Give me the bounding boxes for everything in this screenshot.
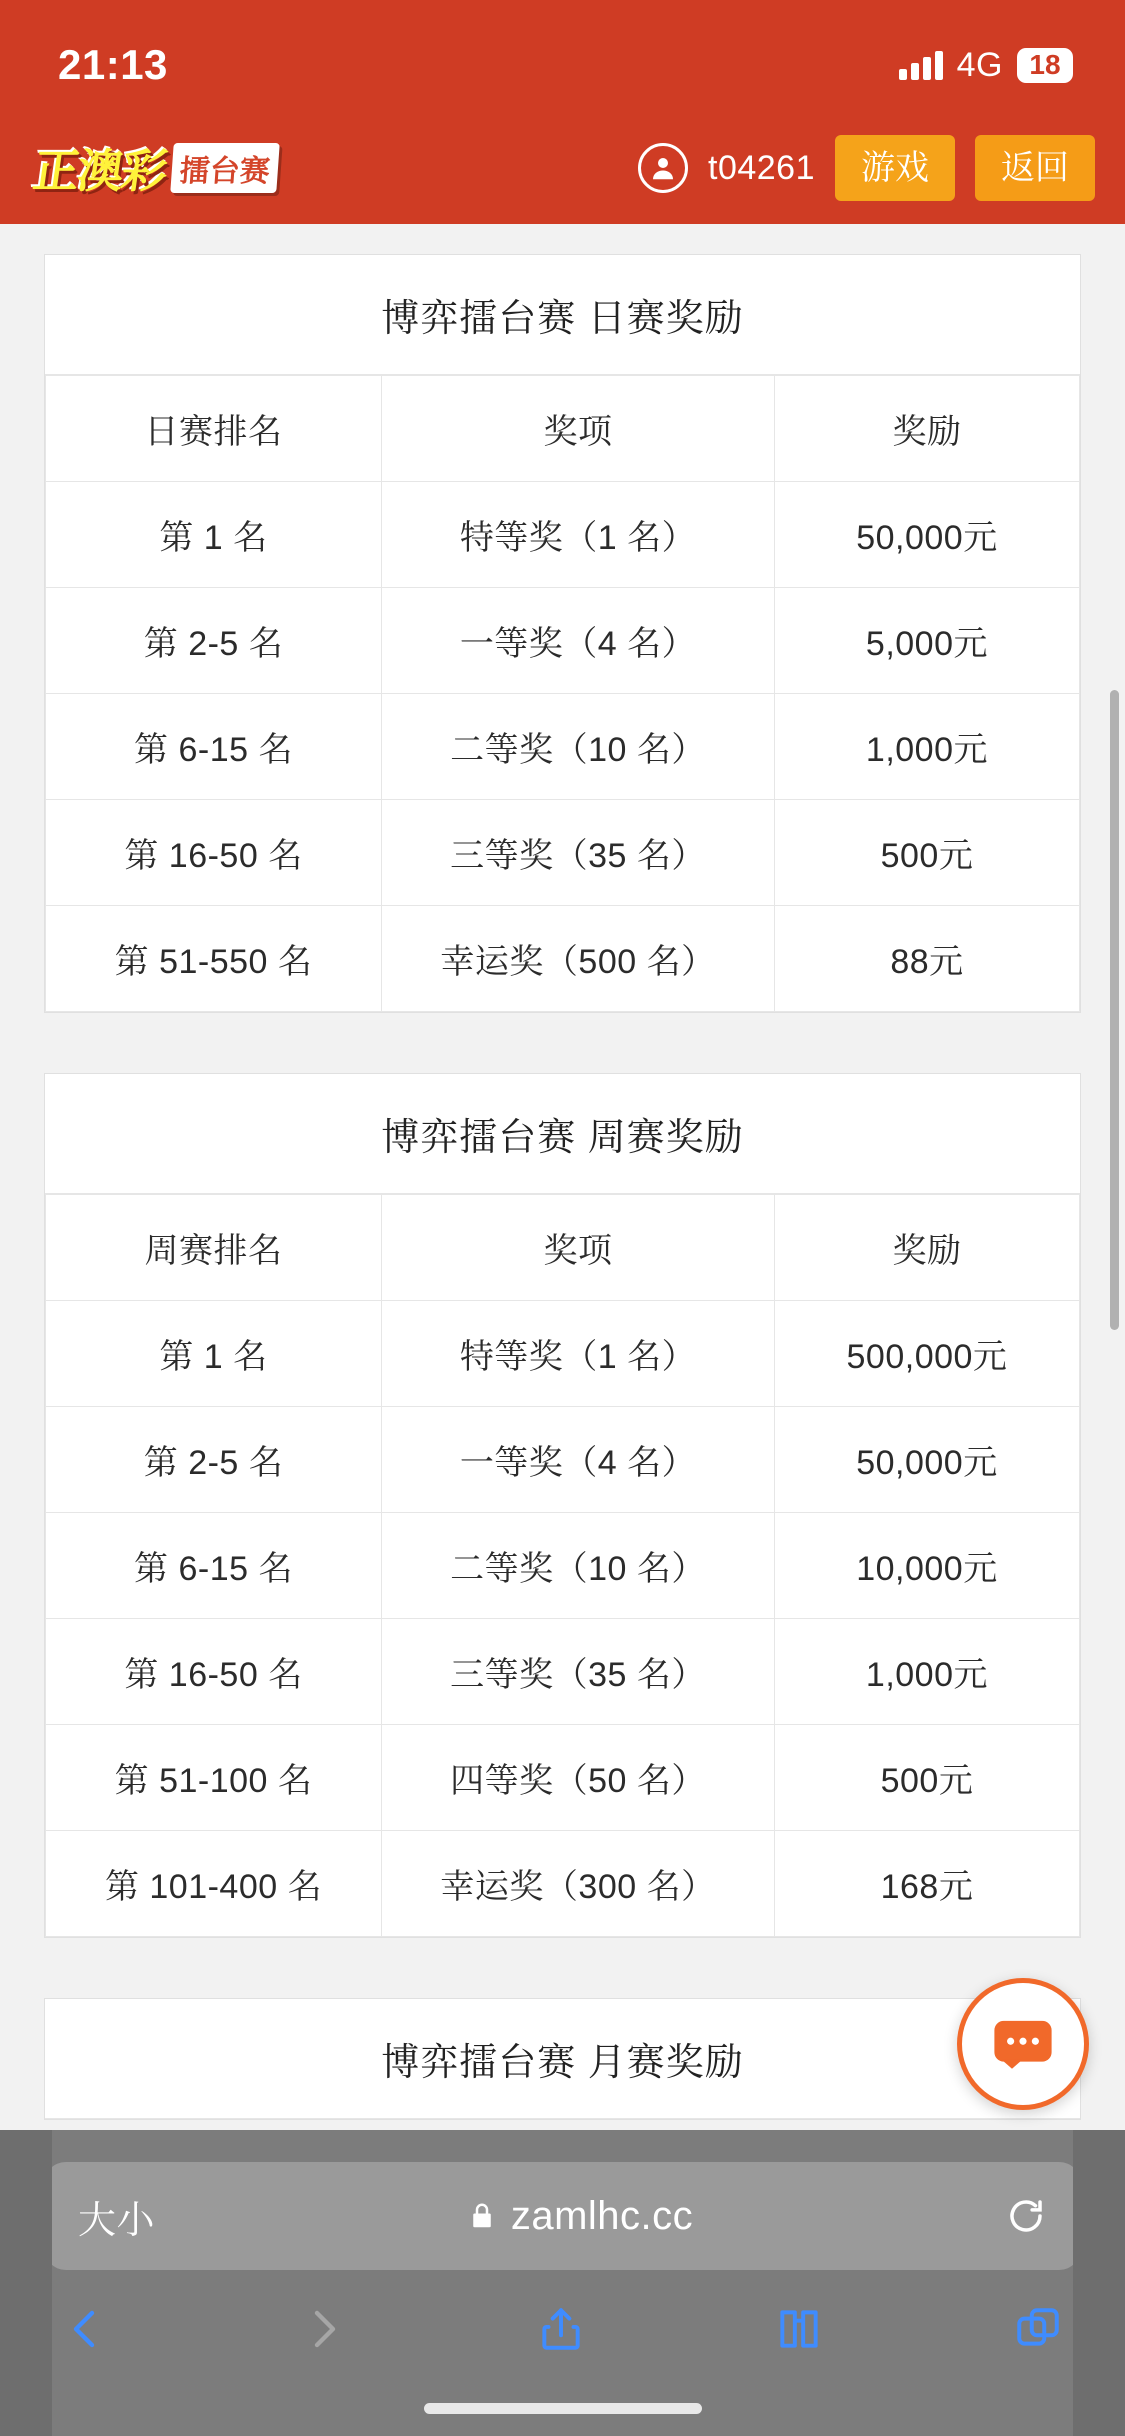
logo-sub-text: 擂台赛	[170, 143, 280, 193]
signal-bars-icon	[899, 50, 943, 80]
table-cell: 1,000元	[774, 694, 1079, 800]
table-cell: 168元	[774, 1831, 1079, 1937]
status-indicators	[899, 28, 1073, 85]
url-display[interactable]	[171, 2194, 989, 2239]
status-time: 21:13	[58, 41, 168, 88]
site-header	[0, 112, 1125, 224]
chevron-left-icon[interactable]	[62, 2301, 110, 2357]
table-cell: 第 1 名	[46, 482, 382, 588]
table-row	[46, 1831, 1080, 1937]
table-row	[46, 1513, 1080, 1619]
text-size-button[interactable]: 大小	[78, 2199, 156, 2242]
table-cell: 一等奖（4 名）	[382, 588, 775, 694]
prize-table-week	[45, 1194, 1080, 1937]
table-cell: 第 1 名	[46, 1301, 382, 1407]
column-header: 奖项	[382, 376, 775, 482]
table-cell: 第 16-50 名	[46, 1619, 382, 1725]
table-cell: 二等奖（10 名）	[382, 694, 775, 800]
username-label: t04261	[708, 148, 815, 187]
table-cell: 第 2-5 名	[46, 1407, 382, 1513]
table-cell: 88元	[774, 906, 1079, 1012]
header-actions	[638, 135, 1095, 201]
column-header: 周赛排名	[46, 1195, 382, 1301]
page-content[interactable]	[0, 224, 1125, 2084]
table-cell: 第 51-550 名	[46, 906, 382, 1012]
column-header: 奖项	[382, 1195, 775, 1301]
chat-bubble-icon[interactable]	[957, 1978, 1089, 2110]
table-row	[46, 906, 1080, 1012]
table-cell: 500元	[774, 1725, 1079, 1831]
table-cell: 第 6-15 名	[46, 1513, 382, 1619]
table-row	[46, 482, 1080, 588]
table-cell: 10,000元	[774, 1513, 1079, 1619]
column-header: 奖励	[774, 1195, 1079, 1301]
table-cell: 第 16-50 名	[46, 800, 382, 906]
game-button[interactable]: 游戏	[835, 135, 955, 201]
prize-card-week	[44, 1073, 1081, 1938]
site-logo[interactable]	[29, 135, 282, 201]
status-bar	[0, 0, 1125, 112]
prize-card-day	[44, 254, 1081, 1013]
table-row	[46, 1407, 1080, 1513]
lock-icon	[467, 2199, 497, 2233]
user-avatar-icon[interactable]	[638, 143, 688, 193]
table-row	[46, 1301, 1080, 1407]
url-text: zamlhc.cc	[510, 2193, 694, 2238]
reload-icon[interactable]	[1005, 2195, 1047, 2237]
table-cell: 50,000元	[774, 1407, 1079, 1513]
table-row	[46, 694, 1080, 800]
back-button[interactable]: 返回	[975, 135, 1095, 201]
card-title: 博弈擂台赛 月赛奖励	[45, 1999, 1080, 2119]
table-cell: 第 51-100 名	[46, 1725, 382, 1831]
table-cell: 三等奖（35 名）	[382, 800, 775, 906]
table-row	[46, 800, 1080, 906]
share-icon[interactable]	[536, 2300, 586, 2358]
table-cell: 特等奖（1 名）	[382, 482, 775, 588]
table-row	[46, 1725, 1080, 1831]
table-cell: 500,000元	[774, 1301, 1079, 1407]
table-cell: 第 6-15 名	[46, 694, 382, 800]
table-cell: 50,000元	[774, 482, 1079, 588]
prize-table-day	[45, 375, 1080, 1012]
logo-main-text: 正澳彩	[29, 144, 170, 198]
tabs-icon[interactable]	[1013, 2301, 1063, 2357]
browser-tool-row	[0, 2270, 1125, 2358]
home-indicator	[424, 2403, 702, 2414]
table-cell: 三等奖（35 名）	[382, 1619, 775, 1725]
table-cell: 幸运奖（300 名）	[382, 1831, 775, 1937]
card-title: 博弈擂台赛 日赛奖励	[45, 255, 1080, 375]
table-cell: 四等奖（50 名）	[382, 1725, 775, 1831]
table-row	[46, 1619, 1080, 1725]
table-cell: 500元	[774, 800, 1079, 906]
column-header: 奖励	[774, 376, 1079, 482]
table-cell: 第 101-400 名	[46, 1831, 382, 1937]
vertical-scrollbar[interactable]	[1110, 690, 1119, 1330]
table-header-row	[46, 1195, 1080, 1301]
battery-badge: 18	[1017, 48, 1073, 83]
table-cell: 5,000元	[774, 588, 1079, 694]
book-icon[interactable]	[774, 2301, 824, 2357]
column-header: 日赛排名	[46, 376, 382, 482]
prize-card-month	[44, 1998, 1081, 2120]
table-cell: 幸运奖（500 名）	[382, 906, 775, 1012]
table-cell: 一等奖（4 名）	[382, 1407, 775, 1513]
table-cell: 二等奖（10 名）	[382, 1513, 775, 1619]
network-type-label: 4G	[956, 45, 1003, 84]
table-row	[46, 588, 1080, 694]
edge-left-shade	[0, 2130, 52, 2436]
edge-right-shade	[1073, 2130, 1125, 2436]
table-cell: 第 2-5 名	[46, 588, 382, 694]
table-cell: 1,000元	[774, 1619, 1079, 1725]
table-header-row	[46, 376, 1080, 482]
chevron-right-icon	[299, 2301, 347, 2357]
table-cell: 特等奖（1 名）	[382, 1301, 775, 1407]
card-title: 博弈擂台赛 周赛奖励	[45, 1074, 1080, 1194]
browser-toolbar	[0, 2130, 1125, 2436]
address-bar[interactable]	[44, 2162, 1081, 2270]
